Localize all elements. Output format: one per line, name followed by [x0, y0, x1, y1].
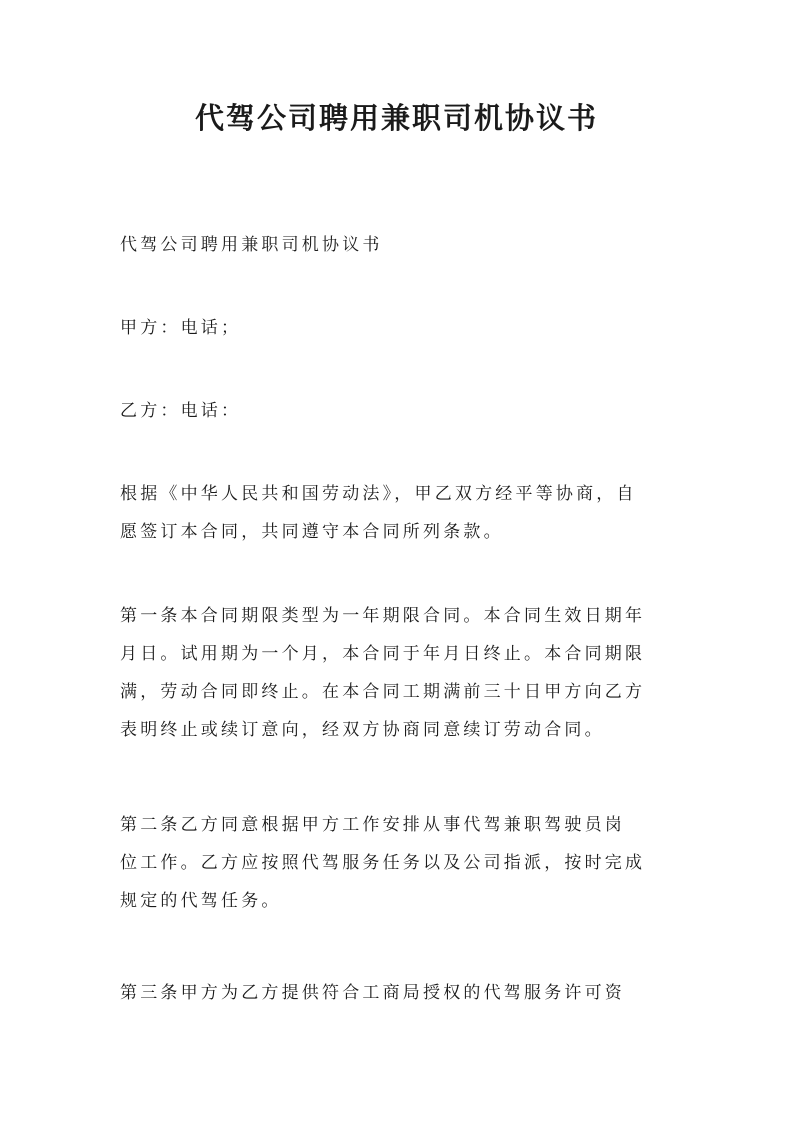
paragraph-line: 根据《中华人民共和国劳动法》，甲乙双方经平等协商，自 [120, 484, 637, 504]
subtitle-line: 代驾公司聘用兼职司机协议书 [120, 235, 383, 255]
article-1-paragraph [120, 597, 672, 749]
paragraph-line: 满，劳动合同即终止。在本合同工期满前三十日甲方向乙方 [120, 682, 646, 702]
party-b-line [120, 392, 672, 430]
article-3-paragraph [120, 974, 672, 1012]
party-b-text: 乙方：电话： [120, 401, 242, 421]
party-a-text: 甲方：电话； [120, 318, 242, 338]
article-2-paragraph [120, 806, 672, 920]
paragraph-line: 规定的代驾任务。 [120, 891, 282, 911]
paragraph-line: 表明终止或续订意向，经双方协商同意续订劳动合同。 [120, 720, 605, 740]
paragraph-line: 月日。试用期为一个月，本合同于年月日终止。本合同期限 [120, 644, 646, 664]
paragraph-line: 位工作。乙方应按照代驾服务任务以及公司指派，按时完成 [120, 853, 646, 873]
paragraph-line: 第二条乙方同意根据甲方工作安排从事代驾兼职驾驶员岗 [120, 815, 625, 835]
paragraph-line: 愿签订本合同，共同遵守本合同所列条款。 [120, 522, 504, 542]
party-a-line [120, 309, 672, 347]
intro-paragraph [120, 475, 672, 551]
paragraph-line: 第一条本合同期限类型为一年期限合同。本合同生效日期年 [120, 606, 646, 626]
document-title: 代驾公司聘用兼职司机协议书 [194, 101, 598, 135]
document-subtitle [120, 226, 672, 264]
paragraph-line: 第三条甲方为乙方提供符合工商局授权的代驾服务许可资 [120, 983, 625, 1003]
